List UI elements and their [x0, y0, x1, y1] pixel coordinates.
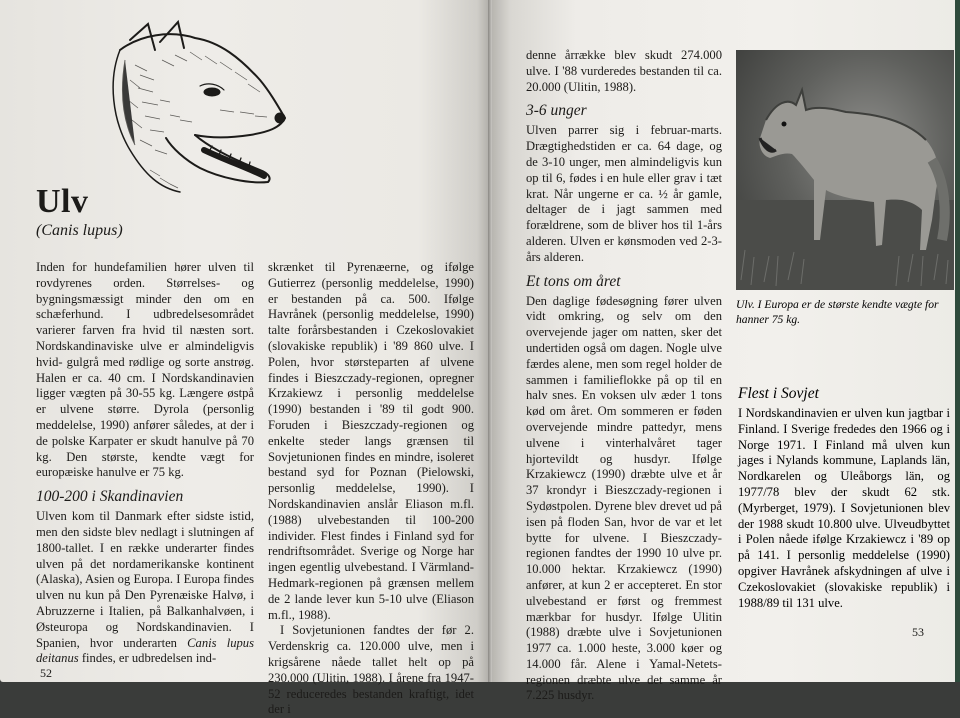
- subheading-sovjet: Flest i Sovjet: [738, 385, 819, 402]
- subspecies-name: Canis lupus deitanus: [36, 635, 255, 666]
- subheading-tons: Et tons om året: [526, 272, 621, 290]
- page-number-right: 53: [912, 625, 924, 639]
- population-paragraph: skrænket til Pyrenæerne, og ifølge Gutierrez (personlig meddelelse, 1990) er bestanden på ca. 500. Ifølge Havrånek (personlig meddelelse, 1990) talte forårsbestanden i Czekoslovakiet (slovakiske republik) i '89 860 ulve. I Polen, hvor størsteparten af ulvene findes i Bieszczady-regionen, opregner Krzakiewz i personlig meddelelse (1990) bestanden i '89 til godt 900. Foruden i Bieszczady-regionen og enkelte steder langs grænsen til Sovjetunionen findes en mindre, isoleret bestand syd for Poznan (Pielowski, personlig meddelelse, 1990). I Nordskandinavien anslår Eliason m.fl. (1988) ulvebestanden til 100-200 individer. Flest findes i Finland syd for rendriftsområdet. Sverige og Norge har ingen egentlig ulvebestand. I Värmland-Hedmark-regionen på grænsen mellem de 2 lande lever kun 5-10 ulve (Eliason m.fl., 1988).: [268, 260, 474, 622]
- right-column-2: [738, 378, 950, 611]
- wolf-photo: [736, 50, 954, 290]
- subheading-skandinavien: 100-200 i Skandinavien: [36, 488, 184, 506]
- subheading-unger: 3-6 unger: [526, 102, 587, 120]
- left-column-1: [36, 260, 254, 667]
- page-number-left: 52: [40, 666, 52, 680]
- section-paragraph: Ulven kom til Danmark efter sidste istid, men den sidste blev nedlagt i slutningen af 1800-tallet. I en række underarter findes ulven på det nordamerikanske kontinent (Alaska), Asien og Europa. I Europa findes ulven nu kun på Den Pyrenæiske Halvø, i Abruzzerne i Italien, på Balkanhalvøen, i Østeuropa og Nordskandinavien. I Spanien, hvor underarten Canis lupus deitanus findes, er udbredelsen ind-: [36, 509, 255, 666]
- wolf-head-illustration: [100, 20, 290, 195]
- hunting-paragraph: I Nordskandinavien er ulven kun jagtbar i Finland. I Sverige frededes den 1966 og i Norge 1971. I Finland må ulven kun jages i Nylands kommune, Laplands län, Nordkarelen og Uleåborgs län, og 1977/78 blev der skudt 62 stk. (Myrberget, 1979). I Sovjetunionen blev der 1988 skudt 10.800 ulve. Ulveudbyttet i Polen nåede ifølge Krzakiewcz i '89 op på 141. I personlig meddelelse (1990) opgiver Havrånek afskydningen af ulve i Czekoslovakiet (slovakiske republik) i 1988/89 til 131 ulve.: [738, 406, 950, 610]
- article-title: Ulv: [36, 183, 89, 220]
- breeding-paragraph: Ulven parrer sig i februar-marts. Drægtighedstiden er ca. 64 dage, og de 3-10 unger, men almindeligvis kun op til 6, fødes i en hule eller grav i tæt krat. Når ungerne er ca. ½ år gamle, deltager de i jagt sammen med forældrene, som de bliver hos til 1-års alderen. Ulven er kønsmoden ved 2-3-års alderen.: [526, 123, 722, 264]
- continued-paragraph: denne årrække blev skudt 274.000 ulve. I '88 vurderedes bestanden til ca. 20.000 (Ulitin, 1988).: [526, 48, 722, 94]
- book-cover-edge: [955, 0, 960, 682]
- feeding-paragraph: Den daglige fødesøgning fører ulven vidt omkring, og selv om den overvejende jager om natten, sker det undertiden også om dagen. Nogle ulve færdes alene, men som regel holder de sammen i familieflokke på op til en halv snes. En voksen ulv æder 1 tons kød om året. Om sommeren er føden overvejende mindre pattedyr, mens ulvene i vinterhalvåret tager hjortevildt og husdyr. Ifølge Krzakiewcz (1990) dræbte ulve et år 37 krondyr i Bieszczady-regionen i Sydøstpolen. Dyrene blev drevet ud på isen på floden San, hvor de var et let bytte for ulvene. I Bieszczady-regionen fandtes der 1990 10 ulve pr. 10.000 hektar. Krzakiewcz (1990) anfører, at kun 2 er accepteret. En stor ulvebestand er først og fremmest mærkbar for husdyr. Ifølge Ulitin (1988) dræbte ulve i Sovjetunionen 1977 ca. 1.000 heste, 3.000 køer og 14.000 får. Alene i Yamal-Netets-regionen dræbte ulve det samme år 7.225 husdyr.: [526, 293, 722, 703]
- sovjet-paragraph: I Sovjetunionen fandtes der før 2. Verdenskrig ca. 120.000 ulve, men i krigsårene nåede tallet helt op på 230.000 (Ulitin, 1988). I årene fra 1947-52 reduceredes bestanden kraftigt, idet der i: [268, 623, 474, 717]
- intro-paragraph: Inden for hundefamilien hører ulven til rovdyrenes orden. Størrelses- og bygningsmæssigt minder den om en schæferhund. I udbredelsesområdet varierer farven fra hvid til næsten sort. Nordskandinaviske ulve er almindeligvis hvid- gulgrå med rødlige og sorte anstrøg. Halen er ca. 40 cm. I Nordskandinavien ligger vægten på 30-55 kg. Længere østpå er ulvene større. Dyrola (personlig meddelelse, 1990) anfører således, at der i de polske Karpater er skudt hanulve på 70 kg. Den største, kendte vægt for europæiske hanulve er 75 kg.: [36, 260, 254, 480]
- wolf-photo-drawing: [736, 50, 954, 290]
- left-column-2: [268, 260, 474, 718]
- photo-caption: Ulv. I Europa er de største kendte vægte for hanner 75 kg.: [736, 298, 939, 326]
- right-column-1: [526, 48, 722, 704]
- latin-name: (Canis lupus): [36, 222, 123, 239]
